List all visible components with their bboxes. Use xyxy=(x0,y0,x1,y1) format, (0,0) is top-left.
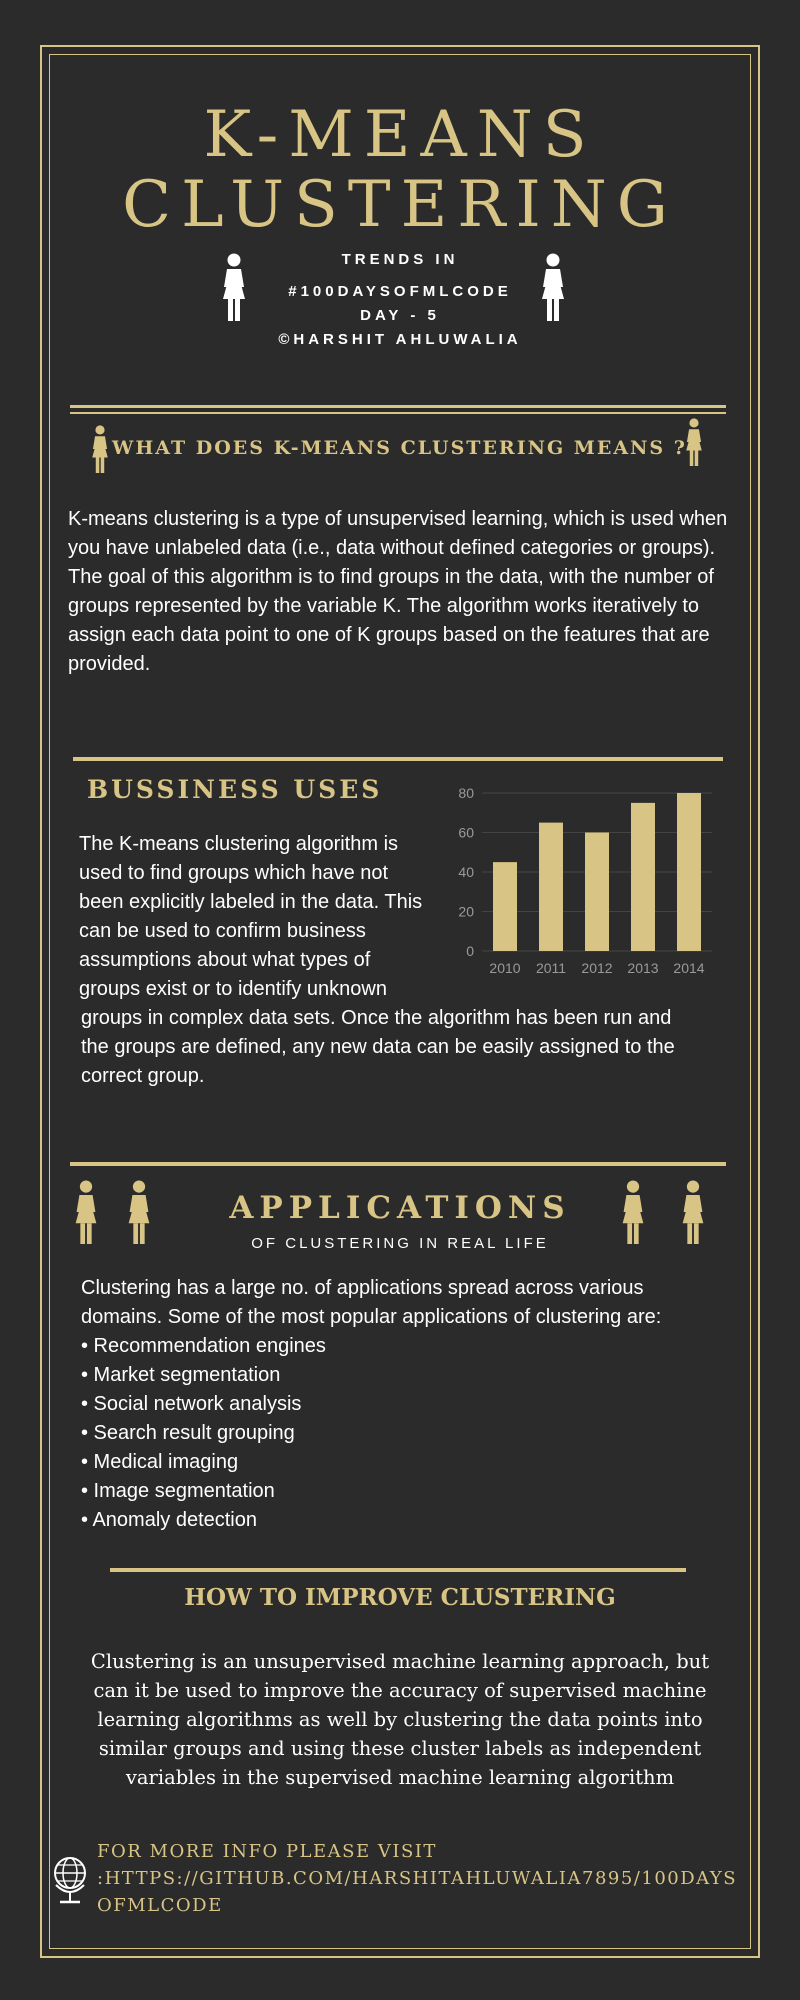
section-body-business xyxy=(79,830,459,1004)
y-tick-label: 0 xyxy=(466,943,474,959)
y-tick-label: 80 xyxy=(458,785,474,801)
text-line: groups exist or to identify unknown xyxy=(79,978,387,1000)
section-heading-business: BUSSINESS USES xyxy=(87,775,383,804)
text-line: groups in complex data sets. Once the algorithm has been run and xyxy=(81,1007,672,1029)
list-item: • Social network analysis xyxy=(81,1393,302,1415)
list-item: • Anomaly detection xyxy=(81,1509,257,1531)
section-body-what: K-means clustering is a type of unsupervised learning, which is used when you have unlabeled data (i.e., data without defined categories or groups). The goal of this algorithm is to find groups in the data, with the number of groups represented by the variable K. The algorithm works iteratively to assign each data point to one of K groups based on the features that are provided. xyxy=(68,508,728,675)
footer-link[interactable] xyxy=(97,1838,757,1919)
text-line: learning algorithms as well by clustering the data points into xyxy=(97,1708,703,1731)
globe-icon xyxy=(52,1855,88,1907)
section-heading-improve: HOW TO IMPROVE CLUSTERING xyxy=(184,1584,616,1611)
text-line: The K-means clustering algorithm is xyxy=(79,833,399,855)
section-body-business-cont xyxy=(81,1004,741,1091)
bar xyxy=(585,833,609,952)
x-tick-label: 2011 xyxy=(535,960,567,976)
x-tick-label: 2012 xyxy=(581,960,613,976)
woman-icon xyxy=(88,425,112,473)
divider xyxy=(70,1162,726,1166)
text-line: can it be used to improve the accuracy of supervised machine xyxy=(93,1679,707,1702)
section-body-improve xyxy=(40,1647,760,1792)
subtitle-day: DAY - 5 xyxy=(360,307,440,324)
divider xyxy=(73,757,723,761)
section-body-applications xyxy=(81,1274,741,1535)
bar xyxy=(539,823,563,951)
divider xyxy=(70,412,726,414)
page-title-line1: K-MEANS xyxy=(203,98,597,172)
text-line: the groups are defined, any new data can be easily assigned to the xyxy=(81,1036,675,1058)
divider xyxy=(70,405,726,408)
text-line: used to find groups which have not xyxy=(79,862,389,884)
subtitle-author: ©HARSHIT AHLUWALIA xyxy=(278,331,522,348)
subtitle-trends: TRENDS IN xyxy=(341,251,459,268)
woman-icon xyxy=(536,253,570,321)
list-item: • Recommendation engines xyxy=(81,1335,326,1357)
list-item: • Medical imaging xyxy=(81,1451,239,1473)
text-line: can be used to confirm business xyxy=(79,920,366,942)
footer-url-cont[interactable]: OFMLCODE xyxy=(97,1895,223,1916)
footer-line: FOR MORE INFO PLEASE VISIT xyxy=(97,1841,437,1862)
x-tick-label: 2014 xyxy=(673,960,705,976)
text-line: Clustering has a large no. of applications spread across various xyxy=(81,1277,644,1299)
page-title-line2: CLUSTERING xyxy=(122,168,678,242)
section-subheading-applications: OF CLUSTERING IN REAL LIFE xyxy=(251,1235,549,1252)
footer-url[interactable]: :HTTPS://GITHUB.COM/HARSHITAHLUWALIA7895/100DAYS xyxy=(97,1868,738,1889)
subtitle-hashtag: #100DAYSOFMLCODE xyxy=(288,283,512,300)
woman-icon xyxy=(217,253,251,321)
text-line: variables in the supervised machine learning algorithm xyxy=(125,1766,675,1789)
section-heading-applications: APPLICATIONS xyxy=(229,1190,571,1226)
list-item: • Search result grouping xyxy=(81,1422,295,1444)
section-heading-what: WHAT DOES K-MEANS CLUSTERING MEANS ? xyxy=(112,437,687,459)
text-line: been explicitly labeled in the data. This xyxy=(79,891,423,913)
text-line: domains. Some of the most popular applications of clustering are: xyxy=(81,1306,662,1328)
bar-chart xyxy=(440,780,720,985)
text-line: assumptions about what types of xyxy=(79,949,371,971)
x-tick-label: 2013 xyxy=(627,960,659,976)
text-line: similar groups and using these cluster labels as independent xyxy=(98,1737,702,1760)
y-tick-label: 20 xyxy=(458,903,474,920)
list-item: • Market segmentation xyxy=(81,1364,281,1386)
y-tick-label: 40 xyxy=(458,864,474,880)
text-line: Clustering is an unsupervised machine learning approach, but xyxy=(90,1650,710,1673)
bar xyxy=(631,803,655,951)
text-line: correct group. xyxy=(81,1065,205,1087)
x-tick-label: 2010 xyxy=(489,960,521,976)
list-item: • Image segmentation xyxy=(81,1480,275,1502)
bar xyxy=(493,862,517,951)
y-tick-label: 60 xyxy=(458,824,474,841)
divider xyxy=(110,1568,686,1572)
bar xyxy=(677,793,701,951)
